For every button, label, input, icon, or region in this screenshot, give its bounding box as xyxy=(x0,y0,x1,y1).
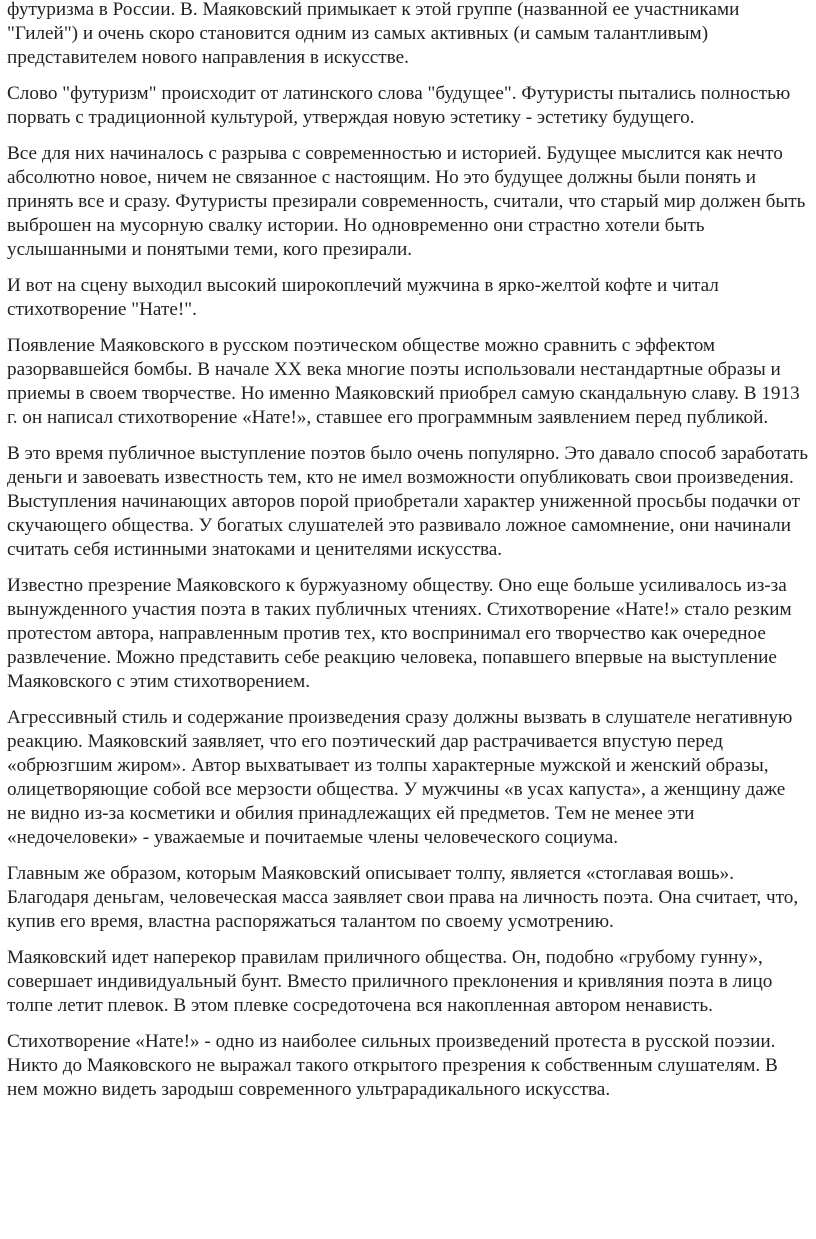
paragraph-8: Агрессивный стиль и содержание произведения сразу должны вызвать в слушателе негативную реакцию. Маяковский заявляет, что его поэтический дар растрачивается впустую перед «обрюзгшим жиром». Автор выхватывает из толпы характерные мужской и женский образы, олицетворяющие собой все мерзости общества. У мужчины «в усах капуста», а женщину даже не видно из-за косметики и обилия принадлежащих ей предметов. Тем не менее эти «недочеловеки» - уважаемые и почитаемые члены человеческого социума. xyxy=(7,707,793,848)
paragraph-7: Известно презрение Маяковского к буржуазному обществу. Оно еще больше усиливалось из-за вынужденного участия поэта в таких публичных чтениях. Стихотворение «Нате!» стало резким протестом автора, направленным против тех, кто воспринимал его творчество как очередное развлечение. Можно представить себе реакцию человека, попавшего впервые на выступление Маяковского с этим стихотворением. xyxy=(7,575,792,692)
paragraph-4: И вот на сцену выходил высокий широкоплечий мужчина в ярко-желтой кофте и читал стихотворение "Нате!". xyxy=(7,275,719,320)
paragraph-3: Все для них начиналось с разрыва с современностью и историей. Будущее мыслится как нечто абсолютно новое, ничем не связанное с настоящим. Но это будущее должны были понять и принять все и сразу. Футуристы презирали современность, считали, что старый мир должен быть выброшен на мусорную свалку истории. Но одновременно они страстно хотели быть услышанными и понятыми теми, кого презирали. xyxy=(7,143,806,260)
paragraph-11: Стихотворение «Нате!» - одно из наиболее сильных произведений протеста в русской поэзии. Никто до Маяковского не выражал такого открытого презрения к собственным слушателям. В нем можно видеть зародыш современного ультрарадикального искусства. xyxy=(7,1031,778,1100)
paragraph-5: Появление Маяковского в русском поэтическом обществе можно сравнить с эффектом разорвавшейся бомбы. В начале XX века многие поэты использовали нестандартные образы и приемы в своем творчестве. Но именно Маяковский приобрел самую скандальную славу. В 1913 г. он написал стихотворение «Нате!», ставшее его программным заявлением перед публикой. xyxy=(7,335,800,428)
paragraph-10: Маяковский идет наперекор правилам приличного общества. Он, подобно «грубому гунну», совершает индивидуальный бунт. Вместо приличного преклонения и кривляния поэта в лицо толпе летит плевок. В этом плевке сосредоточена вся накопленная автором ненависть. xyxy=(7,947,773,1016)
paragraph-6: В это время публичное выступление поэтов было очень популярно. Это давало способ заработать деньги и завоевать известность тем, кто не имел возможности опубликовать свои произведения. Выступления начинающих авторов порой приобретали характер униженной просьбы подачки от скучающего общества. У богатых слушателей это развивало ложное самомнение, они начинали считать себя истинными знатоками и ценителями искусства. xyxy=(7,443,808,560)
paragraph-9: Главным же образом, которым Маяковский описывает толпу, является «стоглавая вошь». Благодаря деньгам, человеческая масса заявляет свои права на личность поэта. Она считает, что, купив его время, властна распоряжаться талантом по своему усмотрению. xyxy=(7,863,799,932)
paragraph-2: Слово "футуризм" происходит от латинского слова "будущее". Футуристы пытались полностью порвать с традиционной культурой, утверждая новую эстетику - эстетику будущего. xyxy=(7,83,791,128)
paragraph-1: футуризма в России. В. Маяковский примыкает к этой группе (названной ее участниками "Гилей") и очень скоро становится одним из самых активных (и самым талантливым) представителем нового направления в искусстве. xyxy=(7,0,740,68)
